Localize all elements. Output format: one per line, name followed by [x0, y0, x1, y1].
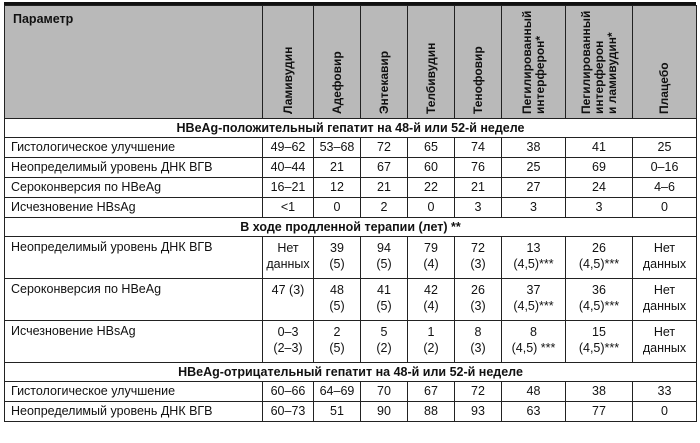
header-drug — [455, 6, 502, 119]
table-cell: 12 — [314, 178, 361, 198]
table-cell: 0–16 — [633, 158, 697, 178]
table-cell: 77 — [566, 402, 633, 422]
table-cell: 0 — [408, 198, 455, 218]
table-cell: 25 — [502, 158, 566, 178]
table-cell: 60–66 — [263, 382, 314, 402]
table-row — [5, 402, 697, 422]
row-label: Гистологическое улучшение — [5, 382, 263, 402]
table-cell: 33 — [633, 382, 697, 402]
row-label: Неопределимый уровень ДНК ВГВ — [5, 402, 263, 422]
comparison-table — [4, 5, 697, 422]
row-label: Сероконверсия по HBeAg — [5, 178, 263, 198]
table-cell: 38 — [566, 382, 633, 402]
table-row — [5, 198, 697, 218]
header-drug-label: Энтекавир — [376, 50, 391, 114]
header-drug — [361, 6, 408, 119]
table-body — [5, 119, 697, 422]
table-cell: 72 — [455, 382, 502, 402]
table-cell: 3 — [502, 198, 566, 218]
table-cell: <1 — [263, 198, 314, 218]
table-cell: 24 — [566, 178, 633, 198]
section-row — [5, 218, 697, 237]
table-cell: 47 (3) — [263, 279, 314, 321]
table-cell: 53–68 — [314, 138, 361, 158]
table-row — [5, 321, 697, 363]
table-cell: 48 (5) — [314, 279, 361, 321]
header-row — [5, 6, 697, 119]
table-row — [5, 382, 697, 402]
table-cell: 3 — [566, 198, 633, 218]
table-cell: 63 — [502, 402, 566, 422]
row-label: Исчезновение HBsAg — [5, 321, 263, 363]
table-cell: 13 (4,5)*** — [502, 237, 566, 279]
header-drug-label: Телбивудин — [423, 42, 438, 114]
table-cell: 41 — [566, 138, 633, 158]
table-cell: 65 — [408, 138, 455, 158]
table-row — [5, 279, 697, 321]
table-row — [5, 178, 697, 198]
row-label: Неопределимый уровень ДНК ВГВ — [5, 158, 263, 178]
table-cell: 1 (2) — [408, 321, 455, 363]
table-cell: 22 — [408, 178, 455, 198]
section-row — [5, 363, 697, 382]
table-cell: Нет данных — [633, 279, 697, 321]
table-cell: Нет данных — [263, 237, 314, 279]
table-cell: Нет данных — [633, 237, 697, 279]
table-cell: 60–73 — [263, 402, 314, 422]
table-cell: 90 — [361, 402, 408, 422]
table-cell: 2 (5) — [314, 321, 361, 363]
header-drug — [502, 6, 566, 119]
table-cell: 93 — [455, 402, 502, 422]
header-drug-label: Тенофовир — [470, 46, 485, 114]
header-drug — [263, 6, 314, 119]
table-cell: 41 (5) — [361, 279, 408, 321]
table-cell: 36 (4,5)*** — [566, 279, 633, 321]
table-cell: 0–3 (2–3) — [263, 321, 314, 363]
header-drug-label: Ламивудин — [280, 46, 295, 114]
table-cell: 51 — [314, 402, 361, 422]
table-cell: 76 — [455, 158, 502, 178]
header-drug — [408, 6, 455, 119]
row-label: Исчезновение HBsAg — [5, 198, 263, 218]
section-row — [5, 119, 697, 138]
section-title: В ходе продленной терапии (лет) ** — [5, 218, 697, 237]
table-cell: 60 — [408, 158, 455, 178]
section-title: HBeAg-положительный гепатит на 48-й или 52-й неделе — [5, 119, 697, 138]
table-cell: 69 — [566, 158, 633, 178]
table-cell: 74 — [455, 138, 502, 158]
table-cell: 0 — [314, 198, 361, 218]
header-drug-label: Пегилированный интерферон и ламивудин* — [578, 10, 619, 114]
table-cell: 42 (4) — [408, 279, 455, 321]
table-cell: 5 (2) — [361, 321, 408, 363]
table-cell: 4–6 — [633, 178, 697, 198]
table-cell: 21 — [455, 178, 502, 198]
table-cell: 21 — [361, 178, 408, 198]
table-cell: 8 (3) — [455, 321, 502, 363]
table-cell: 67 — [361, 158, 408, 178]
header-drug-label: Плацебо — [657, 62, 671, 114]
table-cell: 27 — [502, 178, 566, 198]
table-cell: 0 — [633, 402, 697, 422]
table-cell: 8 (4,5) *** — [502, 321, 566, 363]
table-cell: 72 (3) — [455, 237, 502, 279]
table-cell: 40–44 — [263, 158, 314, 178]
header-drug — [314, 6, 361, 119]
table-cell: 37 (4,5)*** — [502, 279, 566, 321]
table-cell: 94 (5) — [361, 237, 408, 279]
table-cell: 39 (5) — [314, 237, 361, 279]
table-cell: 26 (4,5)*** — [566, 237, 633, 279]
section-title: HBeAg-отрицательный гепатит на 48-й или 52-й неделе — [5, 363, 697, 382]
header-drug-label: Адефовир — [329, 51, 344, 114]
table-cell: 79 (4) — [408, 237, 455, 279]
header-drug-label: Пегилированный интерферон* — [519, 10, 547, 114]
table-cell: 21 — [314, 158, 361, 178]
table-cell: 64–69 — [314, 382, 361, 402]
table-cell: 48 — [502, 382, 566, 402]
document-page — [4, 2, 696, 438]
row-label: Неопределимый уровень ДНК ВГВ — [5, 237, 263, 279]
header-param: Параметр — [5, 6, 263, 119]
table-cell: 25 — [633, 138, 697, 158]
row-label: Сероконверсия по HBeAg — [5, 279, 263, 321]
table-cell: 15 (4,5)*** — [566, 321, 633, 363]
table-cell: 72 — [361, 138, 408, 158]
table-cell: 16–21 — [263, 178, 314, 198]
table-row — [5, 237, 697, 279]
table-cell: 2 — [361, 198, 408, 218]
table-cell: 0 — [633, 198, 697, 218]
table-cell: 3 — [455, 198, 502, 218]
table-cell: Нет данных — [633, 321, 697, 363]
table-cell: 49–62 — [263, 138, 314, 158]
header-drug — [633, 6, 697, 119]
table-cell: 88 — [408, 402, 455, 422]
table-cell: 38 — [502, 138, 566, 158]
row-label: Гистологическое улучшение — [5, 138, 263, 158]
table-cell: 70 — [361, 382, 408, 402]
table-cell: 67 — [408, 382, 455, 402]
header-drug — [566, 6, 633, 119]
table-row — [5, 158, 697, 178]
table-cell: 26 (3) — [455, 279, 502, 321]
table-row — [5, 138, 697, 158]
